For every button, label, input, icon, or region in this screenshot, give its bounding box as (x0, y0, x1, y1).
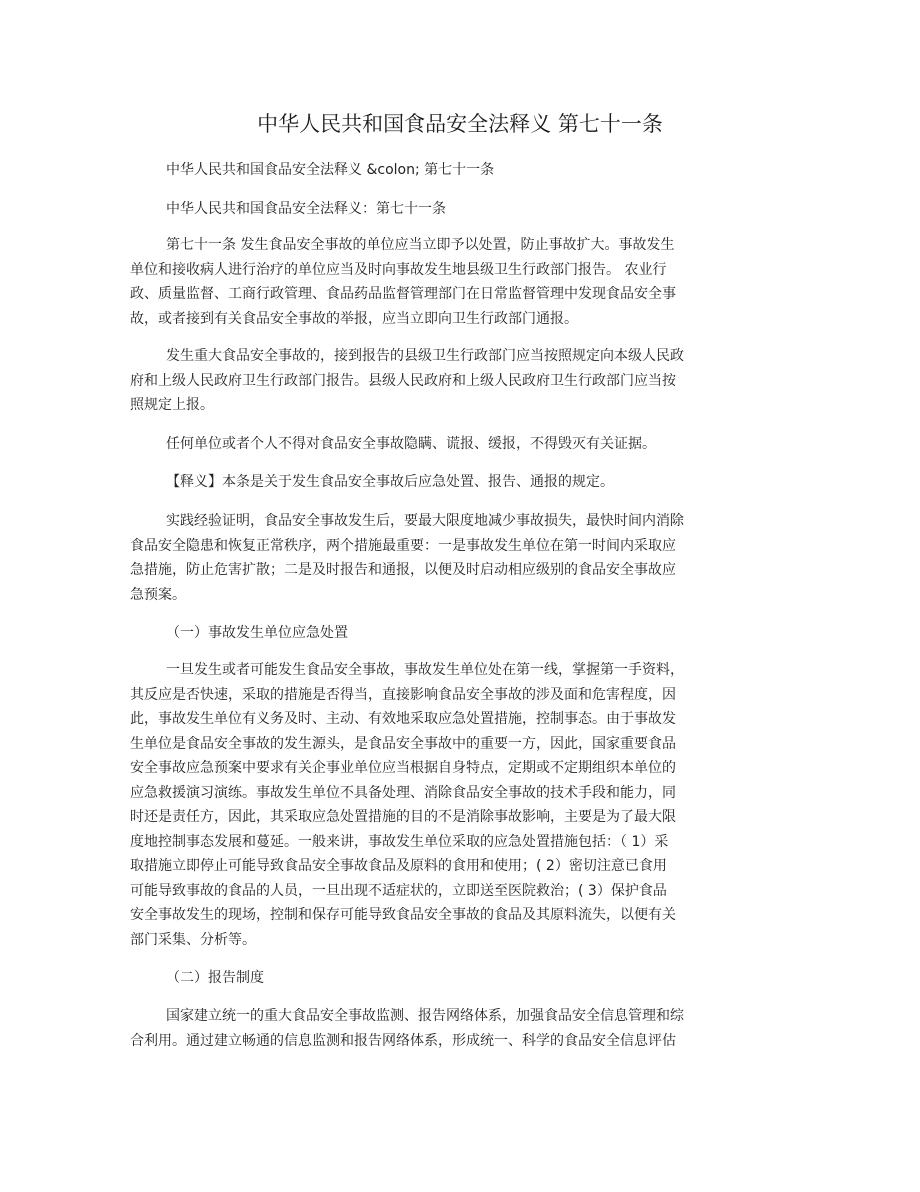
paragraph-line: 合利用。通过建立畅通的信息监测和报告网络体系，形成统一、科学的食品安全信息评估 (130, 1032, 676, 1049)
paragraph-line: 任何单位或者个人不得对食品安全事故隐瞒、谎报、缓报，不得毁灭有关证据。 (166, 436, 656, 452)
paragraph-practice-experience (130, 509, 730, 607)
paragraph-line: 急措施，防止危害扩散；二是及时报告和通报，以便及时启动相应级别的食品安全事故应 (130, 562, 676, 578)
paragraph-line: 第七十一条 发生食品安全事故的单位应当立即予以处置，防止事故扩大。事故发生 (166, 237, 675, 253)
subtitle-plain (130, 197, 730, 222)
subtitle-plain-line: 中华人民共和国食品安全法释义：第七十一条 (166, 201, 446, 217)
paragraph-line: 发生重大食品安全事故的，接到报告的县级卫生行政部门应当按照规定向本级人民政 (166, 348, 684, 364)
section-heading-emergency (130, 621, 730, 646)
paragraph-line: 实践经验证明，食品安全事故发生后，要最大限度地减少事故损失，最快时间内消除 (166, 513, 684, 529)
paragraph-major-incident (130, 344, 730, 418)
paragraph-line: 其反应是否快速，采取的措施是否得当，直接影响食品安全事故的涉及面和危害程度，因 (130, 686, 676, 703)
section-heading-line: （一）事故发生单位应急处置 (166, 625, 348, 641)
paragraph-line: 政、质量监督、工商行政管理、食品药品监督管理部门在日常监督管理中发现食品安全事 (130, 286, 676, 302)
paragraph-line: 应急救援演习演练。事故发生单位不具备处理、消除食品安全事故的技术手段和能力，同 (130, 784, 676, 801)
paragraph-line: 急预案。 (130, 586, 186, 603)
paragraph-line: 安全事故应急预案中要求有关企事业单位应当根据自身特点，定期或不定期组织本单位的 (130, 760, 676, 776)
paragraph-line: 安全事故发生的现场，控制和保存可能导致食品安全事故的食品及其原料流失，以便有关 (130, 907, 676, 923)
paragraph-line: 取措施立即停止可能导致食品安全事故食品及原料的食用和使用；( 2）密切注意已食用 (130, 858, 667, 874)
paragraph-line: 府和上级人民政府卫生行政部门报告。县级人民政府和上级人民政府卫生行政部门应当按 (130, 372, 676, 389)
paragraph-line: 可能导致事故的食品的人员，一旦出现不适症状的，立即送至医院救治；( 3）保护食品 (130, 882, 667, 899)
subtitle-entity-line: 中华人民共和国食品安全法释义 &colon; 第七十一条 (166, 162, 495, 178)
paragraph-line: 故，或者接到有关食品安全事故的举报，应当立即向卫生行政部门通报。 (130, 310, 578, 327)
section-heading-line: （二）报告制度 (166, 970, 264, 986)
paragraph-interpretation-intro (130, 470, 730, 495)
paragraph-line: 此，事故发生单位有义务及时、主动、有效地采取应急处置措施，控制事态。由于事故发 (130, 711, 676, 727)
paragraph-emergency-response (130, 658, 730, 952)
document-title: 中华人民共和国食品安全法释义 第七十一条 (257, 112, 663, 136)
paragraph-line: 食品安全隐患和恢复正常秩序，两个措施最重要：一是事故发生单位在第一时间内采取应 (130, 537, 676, 554)
paragraph-article-71 (130, 233, 730, 331)
paragraph-line: 生单位是食品安全事故的发生源头，是食品安全事故中的重要一方，因此，国家重要食品 (130, 735, 676, 752)
section-heading-reporting (130, 966, 730, 991)
paragraph-line: 单位和接收病人进行治疗的单位应当及时向事故发生地县级卫生行政部门报告。 农业行 (130, 261, 667, 278)
paragraph-no-concealment (130, 432, 730, 457)
subtitle-entity (130, 158, 730, 183)
paragraph-line: 国家建立统一的重大食品安全事故监测、报告网络体系，加强食品安全信息管理和综 (166, 1008, 684, 1024)
paragraph-line: 时还是责任方，因此，其采取应急处置措施的目的不是消除事故影响，主要是为了最大限 (130, 809, 676, 825)
paragraph-line: 部门采集、分析等。 (130, 931, 256, 948)
paragraph-line: 【释义】本条是关于发生食品安全事故后应急处置、报告、通报的规定。 (166, 474, 614, 490)
paragraph-line: 照规定上报。 (130, 397, 214, 413)
paragraph-reporting-system (130, 1004, 730, 1053)
paragraph-line: 度地控制事态发展和蔓延。一般来讲，事故发生单位采取的应急处置措施包括：（ 1）采 (130, 833, 669, 850)
paragraph-line: 一旦发生或者可能发生食品安全事故，事故发生单位处在第一线，掌握第一手资料， (166, 662, 684, 678)
